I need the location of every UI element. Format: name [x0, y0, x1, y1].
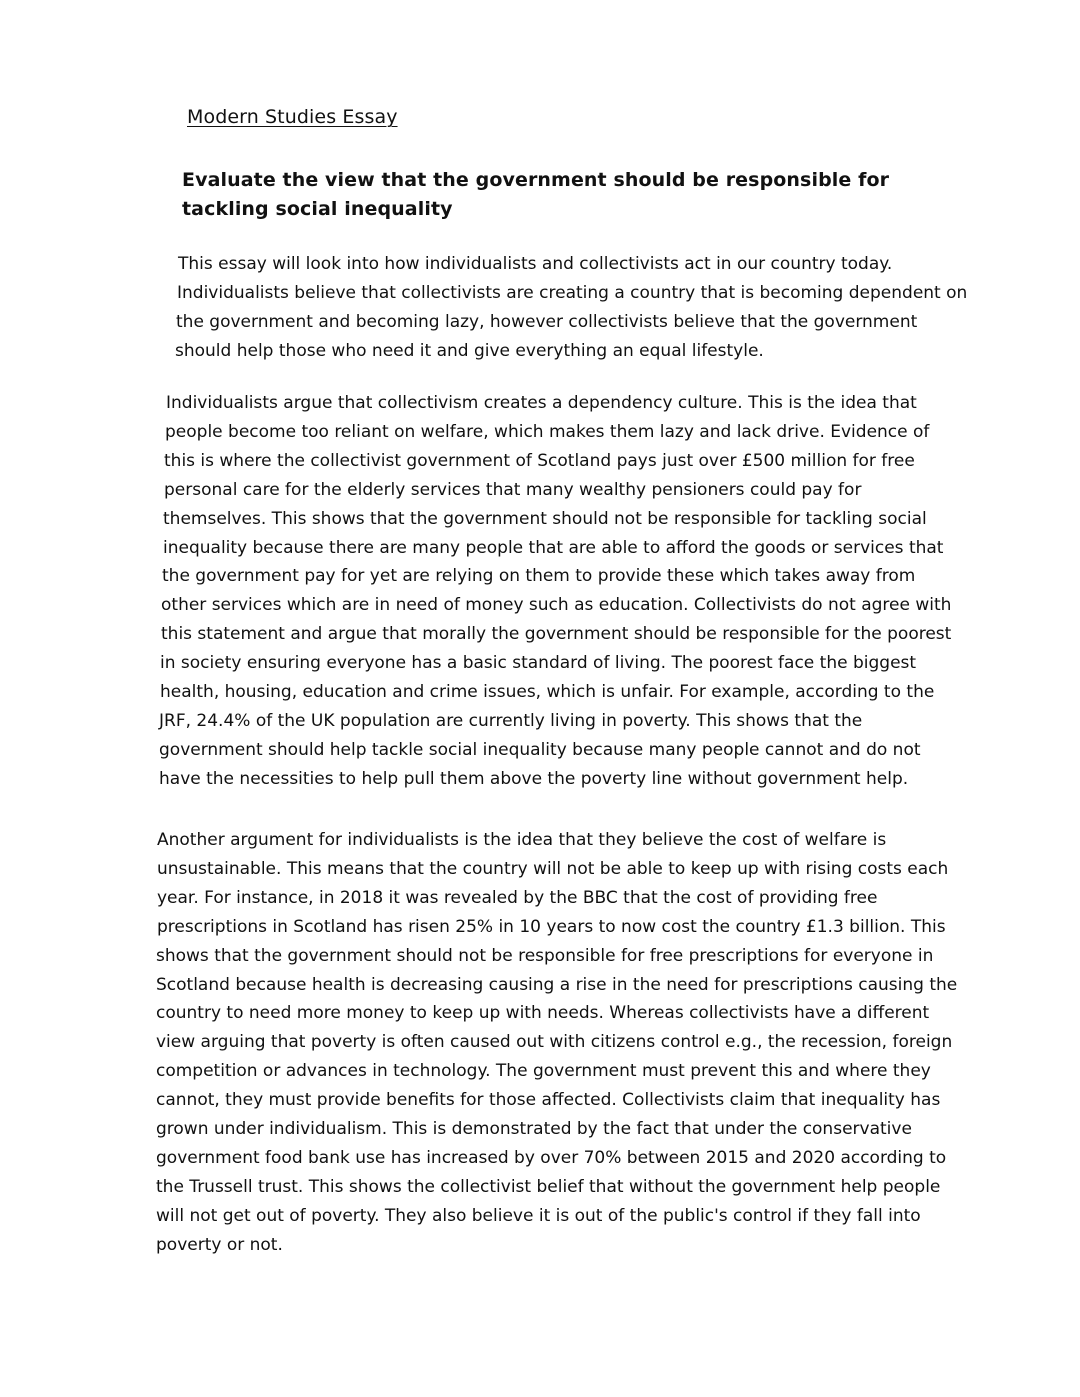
- text-line: year. For instance, in 2018 it was revealed by the BBC that the cost of providing free: [157, 887, 878, 908]
- text-line: government should help tackle social inequality because many people cannot and do not: [159, 739, 921, 760]
- text-line: Individualists argue that collectivism creates a dependency culture. This is the idea that: [166, 393, 917, 413]
- text-line: JRF, 24.4% of the UK population are currently living in poverty. This shows that the: [159, 710, 863, 731]
- text-line: Another argument for individualists is the idea that they believe the cost of welfare is: [157, 830, 887, 850]
- essay-question: Evaluate the view that the government should be responsible for tackling social inequality: [182, 169, 890, 220]
- paragraph-introduction: [175, 250, 968, 366]
- text-line: cannot, they must provide benefits for those affected. Collectivists claim that inequality has: [156, 1090, 941, 1111]
- text-line: country to need more money to keep up with needs. Whereas collectivists have a different: [156, 1003, 930, 1024]
- text-line: should help those who need it and give everything an equal lifestyle.: [175, 340, 764, 361]
- text-line: this statement and argue that morally the government should be responsible for the poorest: [161, 624, 952, 645]
- text-line: government food bank use has increased by over 70% between 2015 and 2020 according to: [156, 1147, 947, 1168]
- text-line: themselves. This shows that the government should not be responsible for tackling social: [163, 508, 927, 529]
- text-line: the government pay for yet are relying on them to provide these which takes away from: [162, 566, 916, 587]
- text-line: in society ensuring everyone has a basic standard of living. The poorest face the biggest: [160, 653, 917, 674]
- text-line: grown under individualism. This is demonstrated by the fact that under the conservative: [156, 1119, 912, 1140]
- paragraph-welfare-cost: [157, 826, 957, 1260]
- text-line: unsustainable. This means that the country will not be able to keep up with rising costs each: [157, 858, 949, 879]
- text-line: people become too reliant on welfare, which makes them lazy and lack drive. Evidence of: [165, 421, 930, 442]
- text-line: have the necessities to help pull them above the poverty line without government help.: [159, 768, 909, 789]
- text-line: this is where the collectivist government of Scotland pays just over £500 million for free: [164, 450, 915, 471]
- text-line: will not get out of poverty. They also believe it is out of the public's control if they fall into: [156, 1205, 921, 1226]
- text-line: Individualists believe that collectivists are creating a country that is becoming dependent on: [177, 282, 968, 303]
- text-line: inequality because there are many people that are able to afford the goods or services that: [163, 537, 944, 558]
- text-line: view arguing that poverty is often caused out with citizens control e.g., the recession, foreign: [156, 1032, 953, 1053]
- text-line: Scotland because health is decreasing causing a rise in the need for prescriptions causing the: [156, 974, 958, 995]
- text-line: poverty or not.: [156, 1234, 283, 1255]
- text-line: the government and becoming lazy, however collectivists believe that the government: [176, 311, 918, 332]
- text-line: This essay will look into how individualists and collectivists act in our country today.: [178, 254, 893, 274]
- document-heading: Modern Studies Essay: [187, 106, 398, 128]
- paragraph-dependency-culture: [159, 389, 952, 794]
- text-line: prescriptions in Scotland has risen 25% in 10 years to now cost the country £1.3 billion. This: [157, 916, 946, 937]
- text-line: personal care for the elderly services that many wealthy pensioners could pay for: [164, 479, 862, 500]
- text-line: shows that the government should not be responsible for free prescriptions for everyone in: [156, 945, 934, 966]
- text-line: the Trussell trust. This shows the collectivist belief that without the government help people: [156, 1176, 941, 1197]
- text-line: other services which are in need of money such as education. Collectivists do not agree with: [161, 595, 952, 616]
- text-line: competition or advances in technology. The government must prevent this and where they: [156, 1061, 931, 1082]
- text-line: health, housing, education and crime issues, which is unfair. For example, according to the: [160, 682, 935, 703]
